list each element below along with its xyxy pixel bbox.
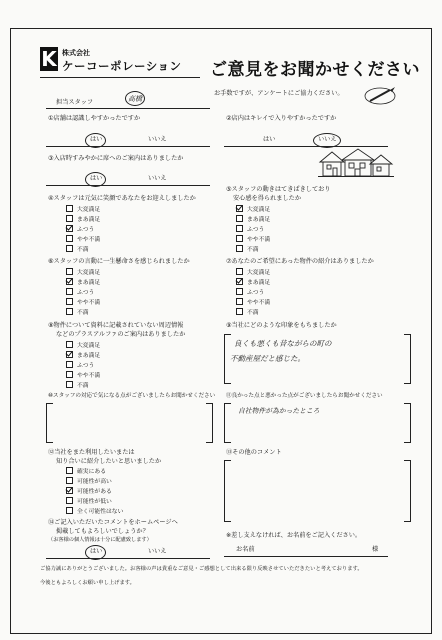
q9-answer-line1[interactable]: 良くも悪くも昔ながらの町の (234, 339, 332, 348)
q8-checkbox-checked[interactable] (66, 351, 73, 358)
company-logo: K (41, 47, 57, 71)
staff-name-circle (125, 91, 145, 106)
houses-illustration-icon (318, 148, 394, 178)
name-label: お名前 (236, 546, 255, 553)
q5-checkbox[interactable] (236, 235, 243, 242)
q4-option[interactable]: 大変満足 (66, 206, 100, 214)
q12-checkbox[interactable] (66, 497, 73, 504)
q4-checkbox[interactable] (66, 245, 73, 252)
q6-checkbox[interactable] (66, 308, 73, 315)
q3-line (46, 185, 210, 186)
q6-checkbox[interactable] (66, 288, 73, 295)
q6-checkbox[interactable] (66, 268, 73, 275)
q12-checkbox[interactable] (66, 477, 73, 484)
q4-checkbox[interactable] (66, 215, 73, 222)
q8-option[interactable]: まあ満足 (66, 352, 100, 360)
q7-text: ⑦あなたのご希望にあった物件の紹介はありましたか (226, 258, 374, 265)
q2-yes[interactable]: はい (263, 136, 276, 143)
name-suffix: 様 (372, 546, 379, 553)
q9-text: ⑨当社にどのような印象をもちましたか (226, 322, 337, 329)
footer-line2: 今後ともよろしくお願い申し上げます。 (40, 580, 135, 586)
q8-checkbox[interactable] (66, 341, 73, 348)
q7-option[interactable]: 大変満足 (236, 269, 270, 277)
q13-text: ⑬その他のコメント (226, 449, 282, 456)
footer-line1: ご協力誠にありがとうございました。お客様の声は貴重なご意見・ご感想として出来る限り反映させていただきたいと考えております。 (40, 566, 363, 572)
q6-option[interactable]: 大変満足 (66, 269, 100, 277)
q9-answer-line2[interactable]: 不動産屋だと感じた。 (230, 354, 305, 363)
staff-name[interactable]: 高橋 (128, 95, 142, 103)
q7-checkbox[interactable] (236, 308, 243, 315)
q4-option[interactable]: やや不満 (66, 236, 100, 244)
q14-note: （お客様の個人情報は十分に配慮致します） (48, 537, 152, 543)
q8-option[interactable]: ふつう (66, 362, 94, 370)
q8-checkbox[interactable] (66, 381, 73, 388)
q7-option[interactable]: まあ満足 (236, 279, 270, 287)
q8-option[interactable]: やや不満 (66, 372, 100, 380)
q6-checkbox[interactable] (66, 298, 73, 305)
q6-option[interactable]: ふつう (66, 289, 94, 297)
q11-bracket-left (224, 403, 231, 443)
q12-checkbox[interactable] (66, 467, 73, 474)
q12-option[interactable]: 全く可能性はない (66, 508, 123, 516)
header-rule (40, 77, 200, 78)
q12-checkbox[interactable] (66, 507, 73, 514)
q7-checkbox[interactable] (236, 268, 243, 275)
q11-bracket-right (404, 403, 411, 443)
q9-bracket-right (404, 334, 411, 384)
q10-text: ⑩スタッフの対応で気になる点がございましたらお聞かせください (48, 393, 216, 399)
q4-text: ④スタッフは元気に笑顔であなたをお迎えしましたか (48, 195, 196, 202)
company-kind: 株式会社 (62, 49, 90, 57)
q5-option[interactable]: 不満 (236, 246, 259, 254)
pen-icon (362, 84, 398, 106)
q12-option[interactable]: 可能性が低い (66, 498, 112, 506)
q11-text: ⑪良かった点と悪かった点がございましたらお聞かせください (226, 393, 383, 399)
q6-option[interactable]: 不満 (66, 309, 89, 317)
q4-option[interactable]: 不満 (66, 246, 89, 254)
q3-text: ③入店時すみやかに席へのご案内はありましたか (48, 155, 184, 162)
q7-option[interactable]: ふつう (236, 289, 264, 297)
q10-bracket-right (206, 403, 213, 443)
q5-option[interactable]: やや不満 (236, 236, 270, 244)
intro-text: お手数ですが、アンケートにご協力ください。 (214, 90, 344, 97)
q8-text-line1: ⑧物件について資料に記載されていない周辺情報 (48, 322, 184, 329)
q12-option[interactable]: 確実にある (66, 468, 106, 476)
q14-yes[interactable]: はい (90, 548, 103, 555)
q12-checkbox-checked[interactable] (66, 487, 73, 494)
staff-label: 担当スタッフ (56, 99, 94, 106)
q14-line (46, 558, 210, 559)
q3-no[interactable]: いいえ (148, 175, 167, 182)
q12-text-line1: ⑫当社をまた利用したいまたは (48, 449, 135, 456)
q14-text-line1: ⑭ご記入いただいたコメントをホームページへ (48, 519, 178, 526)
q7-checkbox[interactable] (236, 298, 243, 305)
q5-option[interactable]: ふつう (236, 226, 264, 234)
q1-line (46, 146, 210, 147)
q7-checkbox[interactable] (236, 288, 243, 295)
q2-line (224, 146, 388, 147)
q12-option[interactable]: 可能性が高い (66, 478, 112, 486)
q2-text: ②店内はキレイで入りやすかったですか (226, 115, 337, 122)
q4-option[interactable]: まあ満足 (66, 216, 100, 224)
q5-option[interactable]: まあ満足 (236, 216, 270, 224)
q8-checkbox[interactable] (66, 361, 73, 368)
q6-option[interactable]: やや不満 (66, 299, 100, 307)
q1-yes[interactable]: はい (90, 136, 103, 143)
q13-bracket-left (224, 460, 231, 522)
q5-checkbox-checked[interactable] (236, 205, 243, 212)
q1-no[interactable]: いいえ (148, 136, 167, 143)
page-title: ご意見をお聞かせください (210, 60, 420, 80)
q2-no[interactable]: いいえ (318, 136, 337, 143)
q5-checkbox[interactable] (236, 245, 243, 252)
q5-checkbox[interactable] (236, 215, 243, 222)
q4-checkbox[interactable] (66, 205, 73, 212)
q8-option[interactable]: 不満 (66, 382, 89, 390)
q6-checkbox-checked[interactable] (66, 278, 73, 285)
q7-option[interactable]: 不満 (236, 309, 259, 317)
q4-checkbox-checked[interactable] (66, 225, 73, 232)
q14-no[interactable]: いいえ (148, 548, 167, 555)
name-note: ※差し支えなければ、お名前をご記入ください。 (226, 532, 362, 539)
q4-option[interactable]: ふつう (66, 226, 94, 234)
q1-text: ①店舗は認識しやすかったですか (48, 115, 141, 122)
q3-yes[interactable]: はい (90, 175, 103, 182)
q5-checkbox[interactable] (236, 225, 243, 232)
q5-text-line2: 安心感を得られましたか (233, 195, 302, 202)
q12-text-line2: 知り合いに紹介したいと思いましたか (56, 458, 162, 465)
q10-bracket-left (46, 403, 53, 443)
q6-text: ⑥スタッフの言動に一生懸命さを感じられましたか (48, 258, 190, 265)
q8-text-line2: などのプラスアルファのご案内はありましたか (56, 331, 186, 338)
q6-option[interactable]: まあ満足 (66, 279, 100, 287)
q14-text-line2: 掲載してもよろしいでしょうか？ (56, 528, 149, 535)
q7-option[interactable]: やや不満 (236, 299, 270, 307)
q5-text-line1: ⑤スタッフの動きはてきぱきしており (226, 186, 331, 193)
q12-option[interactable]: 可能性がある (66, 488, 112, 496)
q8-checkbox[interactable] (66, 371, 73, 378)
q13-bracket-right (404, 460, 411, 522)
q7-checkbox-checked[interactable] (236, 278, 243, 285)
company-name: ケーコーポレーション (62, 59, 182, 73)
q4-checkbox[interactable] (66, 235, 73, 242)
q5-option[interactable]: 大変満足 (236, 206, 270, 214)
name-field[interactable] (224, 556, 388, 557)
q8-option[interactable]: 大変満足 (66, 342, 100, 350)
q11-answer[interactable]: 自社物件が為かったところ (238, 407, 320, 415)
staff-line (46, 108, 210, 109)
